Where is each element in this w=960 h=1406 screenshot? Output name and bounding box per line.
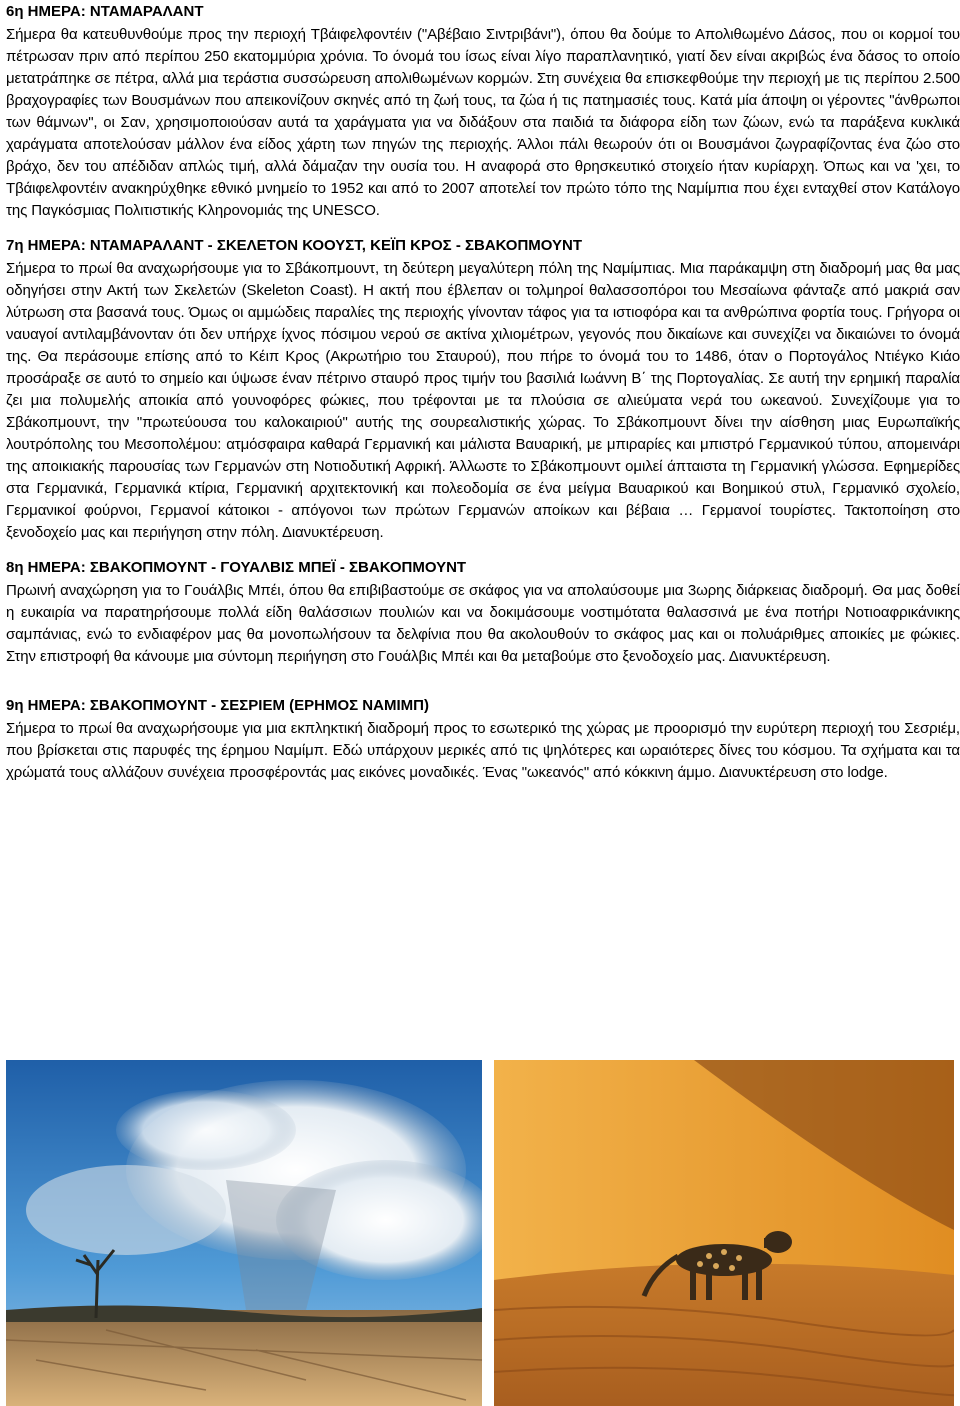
desert-sky-photo: [6, 1060, 482, 1406]
photo-row: [6, 1060, 954, 1406]
day-8-text: Πρωινή αναχώρηση για το Γουάλβις Μπέι, όπου θα επιβιβαστούμε σε σκάφος για να απολαύσουμε μια 3ωρης διάρκειας διαδρομή. Θα μας δοθεί η ευκαιρία να παρατηρήσουμε πολλά είδη θαλάσσιων πουλιών και να δοκιμάσουμε νοστιμότατα θαλασσινά με ένα ποτήρι Νοτιοαφρικάνικης σαμπάνιας, ενώ το ενδιαφέρον μας θα μονοπωλήσουν τα δελφίνια που θα ακολουθούν το σκάφος μας και οι πολυάριθμες αποικίες με φώκιες. Στην επιστροφή θα κάνουμε μια σύντομη περιήγηση στο Γουάλβις Μπέι και θα μεταβούμε στο ξενοδοχείο μας. Διανυκτέρευση.: [6, 582, 960, 665]
day-7-heading: 7η ΗΜΕΡΑ: ΝΤΑΜΑΡΑΛΑΝΤ - ΣΚΕΛΕΤΟΝ ΚΟΟΥΣΤ, ΚΕΪΠ ΚΡΟΣ - ΣΒΑΚΟΠΜΟΥΝΤ: [6, 237, 583, 254]
day-8-heading: 8η ΗΜΕΡΑ: ΣΒΑΚΟΠΜΟΥΝΤ - ΓΟΥΑΛΒΙΣ ΜΠΕΪ - ΣΒΑΚΟΠΜΟΥΝΤ: [6, 559, 467, 576]
day-6-text: Σήμερα θα κατευθυνθούμε προς την περιοχή Τβάιφελφοντέιν ("Αβέβαιο Σιντριβάνι"), όπου θα δούμε το Απολιθωμένο Δάσος, που οι κορμοί του πέτρωσαν πριν από περίπου 250 εκατομμύρια χρόνια. Το όνομά του ίσως είναι λίγο παραπλανητικό, γιατί δεν είναι ακριβώς ένα δάσος το οποίο μετατράπηκε σε πέτρα, αλλά μια τεράστια συσσώρευση απολιθωμένων κορμών. Στη συνέχεια θα επισκεφθούμε την περιοχή με τις περίπου 2.500 βραχογραφίες των Βουσμάνων που απεικονίζουν σκηνές από τη ζωή τους, τα ζώα ή τις πατημασιές τους. Κατά μία άποψη οι γέροντες "άνθρωποι των θάμνων", οι Σαν, χρησιμοποιούσαν αυτά τα χαράγματα για να διδάξουν στα παιδιά τα διάφορα είδη των ζώων, ενώ τα παράξενα κυκλικά χαράγματα αποτελούσαν μάλλον ένα είδος χάρτη των πηγών της περιοχής. Άλλοι πάλι θεωρούν ότι οι Βουσμάνοι ζωγραφίζοντας ένα ζώο στο βράχο, δεν του απέδιδαν απλώς τιμή, αλλά δάμαζαν την ουσία του. Η αναφορά στο θρησκευτικό στοιχείο ήταν κυρίαρχη. Όπως και να 'χει, το Τβάιφελφοντέιν ανακηρύχθηκε εθνικό μνημείο το 1952 και από το 2007 αποτελεί τον πρώτο τόπο της Ναμίμπια που έχει ενταχθεί στον Κατάλογο της Παγκόσμιας Πολιτιστικής Κληρονομιάς της UNESCO.: [6, 26, 960, 219]
itinerary-document: [6, 0, 960, 784]
leopard-dune-photo: [494, 1060, 954, 1406]
day-6-heading: 6η ΗΜΕΡΑ: ΝΤΑΜΑΡΑΛΑΝΤ: [6, 3, 204, 20]
day-7-text: Σήμερα το πρωί θα αναχωρήσουμε για το Σβάκοπμουντ, τη δεύτερη μεγαλύτερη πόλη της Ναμίμπιας. Μια παράκαμψη στη διαδρομή μας θα μας οδηγήσει στην Ακτή των Σκελετών (Skeleton Coast). Η ακτή που έβλεπαν οι τολμηροί θαλασσοπόροι του Μεσαίωνα φάνταζε από μακριά σαν λύτρωση στα βασανά τους. Όμως οι αμμώδεις παραλίες της περιοχής γίνονταν τάφος για τα ιστιοφόρα και τα ανθρώπινα φορτία τους. Γρήγορα οι ναυαγοί αντιλαμβάνονταν ότι δεν υπήρχε ίχνος πόσιμου νερού σε ακτίνα χιλιομέτρων, γεγονός που δικαίωνε και συνεχίζει να δικαιώνει το όνομά της. Θα περάσουμε επίσης από το Κέιπ Κρος (Ακρωτήριο του Σταυρού), που πήρε το όνομά του το 1486, όταν ο Πορτογάλος Ντιέγκο Κιάο προσάραξε σε αυτό το σημείο και ύψωσε έναν πέτρινο σταυρό προς τιμήν του βασιλιά Ιωάννη Β΄ της Πορτογαλίας. Σε αυτή την ερημική παραλία ζει μια πολυμελής αποικία από γουνοφόρες φώκιες, που τρέφονται με τα πλούσια σε αλιεύματα νερά του ωκεανού. Συνεχίζουμε για το Σβάκοπμουντ, την "πρωτεύουσα του καλοκαιριού" αυτής της σουρεαλιστικής χώρας. Το Σβάκοπμουντ δίνει την αίσθηση μιας Ευρωπαϊκής λουτρόπολης του Μεσοπολέμου: ατμόσφαιρα καθαρά Γερμανική και μάλιστα Βαυαρική, με μπιραρίες και μπιστρό Γερμανικού τύπου, απομεινάρι της αποικιακής παρουσίας των Γερμανών στη Νοτιοδυτική Αφρική. Άλλωστε το Σβάκοπμουντ ομιλεί άπταιστα τη Γερμανική γλώσσα. Εφημερίδες στα Γερμανικά, Γερμανικά κτίρια, Γερμανική αρχιτεκτονική και πολεοδομία σε ένα μείγμα Βαυαρικού και Βοημικού στυλ, Γερμανικό σχολείο, Γερμανικοί φούρνοι, Γερμανοί κάτοικοι - απόγονοι των πρώτων Γερμανών αποίκων και βέβαια … Γερμανοί τουρίστες. Τακτοποίηση στο ξενοδοχείο μας και περιήγηση στην πόλη. Διανυκτέρευση.: [6, 260, 960, 541]
day-9-text: Σήμερα το πρωί θα αναχωρήσουμε για μια εκπληκτική διαδρομή προς το εσωτερικό της χώρας με προορισμό την ευρύτερη περιοχή του Σεσριέμ, που βρίσκεται στις παρυφές της έρημου Ναμίμπ. Εδώ υπάρχουν μερικές από τις ψηλότερες και ωραιότερες δίνες του κόσμου. Τα σχήματα και τα χρώματά τους αλλάζουν συνέχεια προσφέροντάς μας εικόνες μοναδικές. Ένας "ωκεανός" από κόκκινη άμμο. Διανυκτέρευση στο lodge.: [6, 720, 960, 781]
day-9-heading: 9η ΗΜΕΡΑ: ΣΒΑΚΟΠΜΟΥΝΤ - ΣΕΣΡΙΕΜ (ΕΡΗΜΟΣ ΝΑΜΙΜΠ): [6, 697, 429, 714]
